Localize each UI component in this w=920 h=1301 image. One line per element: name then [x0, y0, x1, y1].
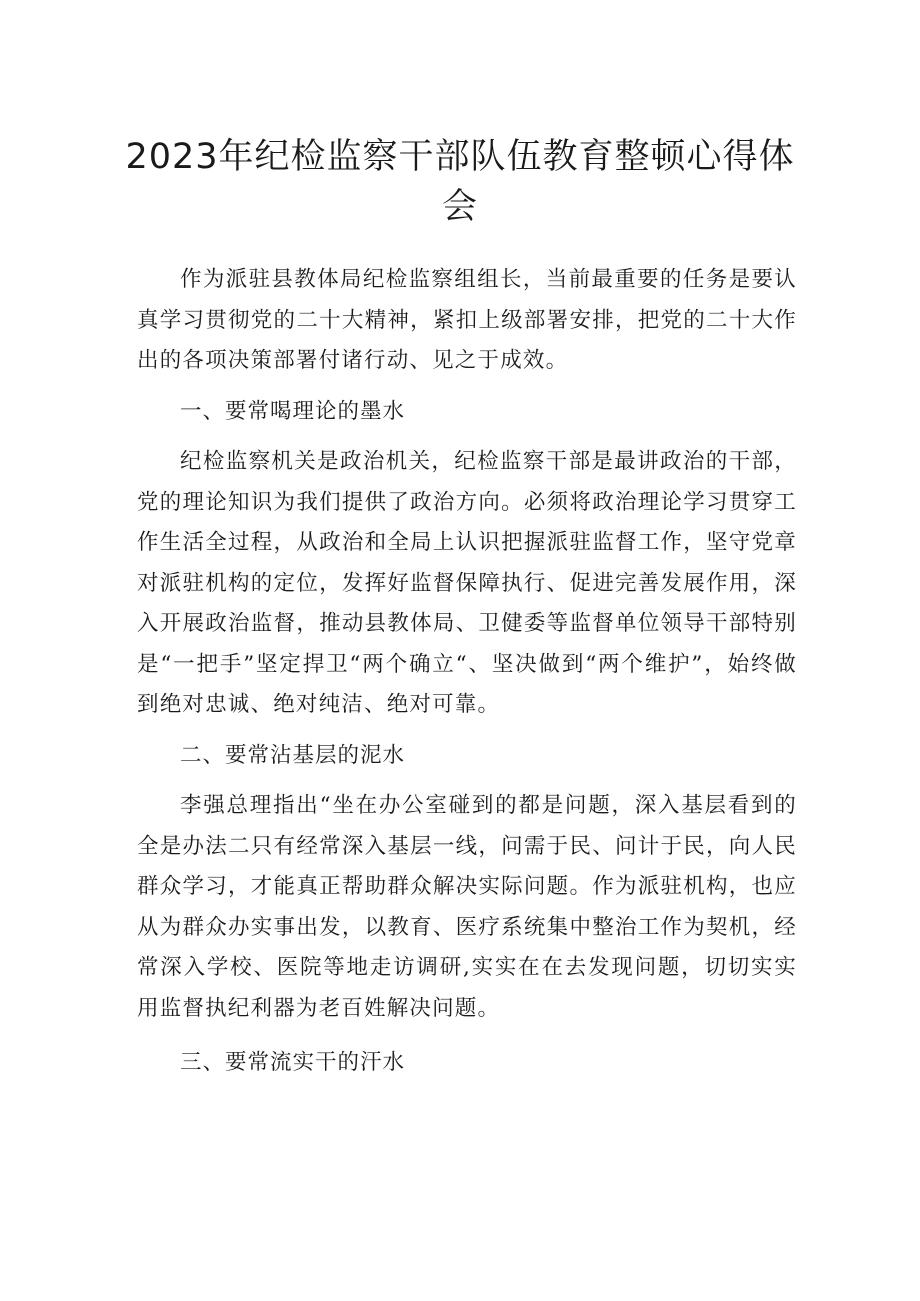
- intro-paragraph: 作为派驻县教体局纪检监察组组长，当前最重要的任务是要认真学习贯彻党的二十大精神，紧扣上级部署安排，把党的二十大作出的各项决策部署付诸行动、见之于成效。: [137, 267, 797, 373]
- section-heading-2: 二、要常沾基层的泥水: [180, 742, 406, 768]
- document-title: 2023年纪检监察干部队伍教育整顿心得体会: [125, 137, 795, 227]
- section-heading-3: 三、要常流实干的汗水: [180, 1050, 406, 1075]
- document-body: [137, 260, 797, 1084]
- section-paragraph-2: 李强总理指出“坐在办公室碰到的都是问题，深入基层看到的全是办法二只有经常深入基层一线，问需于民、问计于民，向人民群众学习，才能真正帮助群众解决实际问题。作为派驻机构，也应从为群众办实事出发，以教育、医疗系统集中整治工作为契机，经常深入学校、医院等地走访调研,实实在在去发现问题，切切实实用监督执纪利器为老百姓解决问题。: [137, 793, 797, 1021]
- section-paragraph-1: 纪检监察机关是政治机关，纪检监察干部是最讲政治的干部，党的理论知识为我们提供了政治方向。必须将政治理论学习贯穿工作生活全过程，从政治和全局上认识把握派驻监督工作，坚守党章对派驻机构的定位，发挥好监督保障执行、促进完善发展作用，深入开展政治监督，推动县教体局、卫健委等监督单位领导干部特别是“一把手”坚定捍卫“两个确立“、坚决做到“两个维护”，始终做到绝对忠诚、绝对纯洁、绝对可靠。: [137, 449, 797, 717]
- section-heading-1: 一、要常喝理论的墨水: [180, 398, 406, 424]
